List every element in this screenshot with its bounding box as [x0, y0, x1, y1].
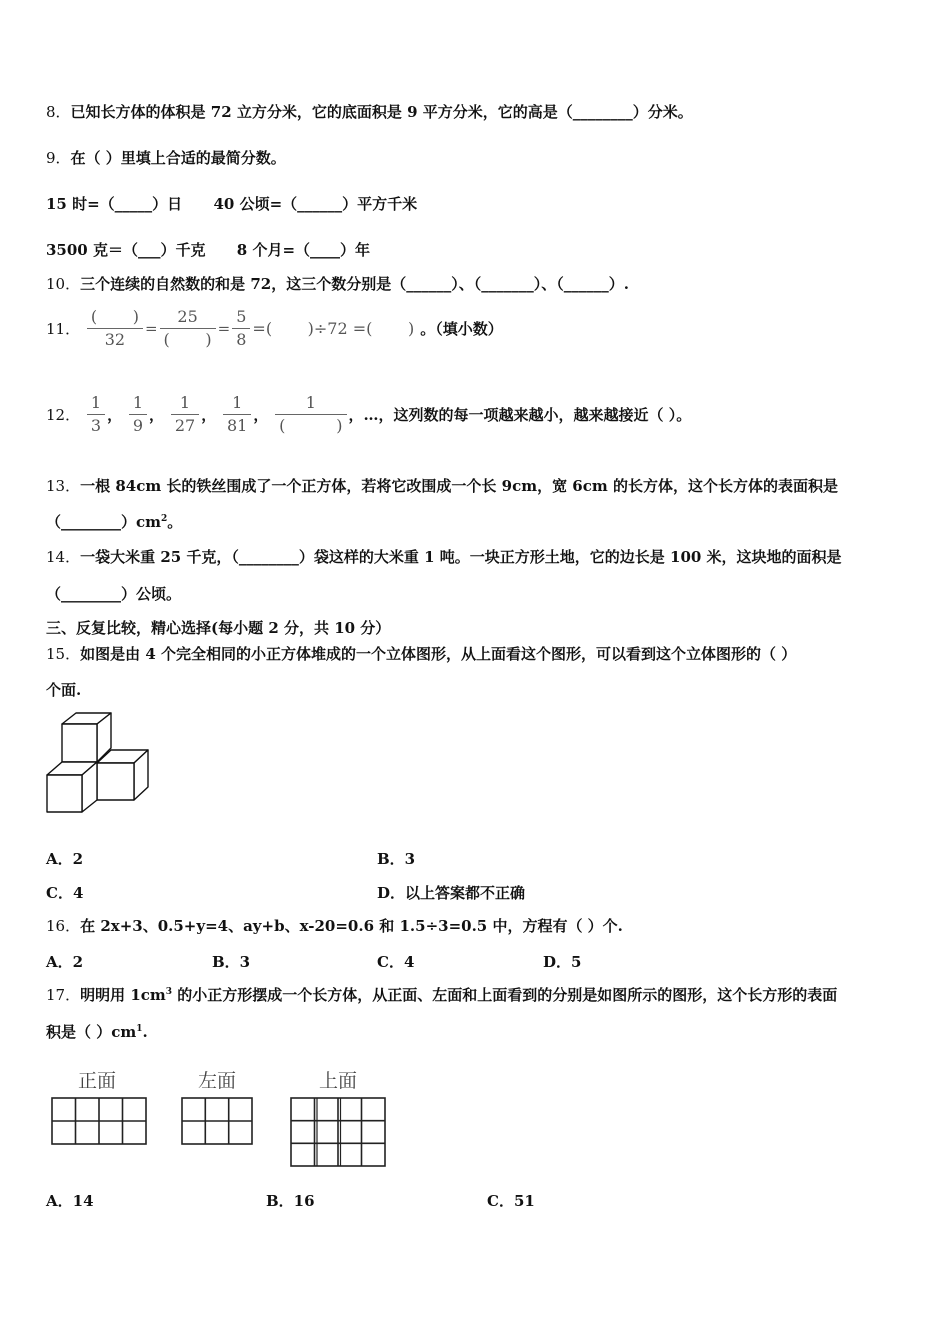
fraction-numerator: 25 — [160, 306, 216, 329]
view-label-top: 上面 — [319, 1070, 358, 1092]
expression-tail: =( )÷72 =( ) — [252, 319, 415, 338]
question-14 — [46, 547, 842, 567]
left-view-grid — [180, 1096, 254, 1146]
question-text-a: 明明用 1cm — [80, 986, 166, 1004]
fraction-denominator: 3 — [90, 416, 102, 435]
separator: ， — [201, 406, 217, 424]
question-number: 14． — [46, 548, 81, 566]
question-number: 15． — [46, 645, 81, 663]
separator: ， — [253, 406, 269, 424]
separator: ， — [107, 406, 123, 424]
option-d[interactable]: D．5 — [543, 953, 582, 971]
separator: ， — [149, 406, 165, 424]
fraction-denominator: 27 — [174, 416, 196, 435]
question-14-line-2: （________）公顷。 — [46, 585, 182, 603]
answer-blank: （________）cm — [46, 513, 162, 531]
question-16 — [46, 916, 623, 936]
superscript: 3 — [165, 987, 173, 997]
question-note: 。（填小数） — [420, 320, 503, 338]
answer-blank: 积是（ ）cm — [46, 1023, 137, 1041]
question-12 — [46, 392, 691, 437]
question-text: 一根 84cm 长的铁丝围成了一个正方体，若将它改围成一个长 9cm，宽 6cm 的长方体，这个长方体的表面积是 — [80, 477, 838, 495]
option-c[interactable]: C．4 — [46, 884, 84, 902]
question-9-line-2: 3500 克＝（___）千克 8 个月=（____）年 — [46, 241, 371, 259]
punctuation: 。 — [167, 513, 183, 531]
fraction-denominator: 9 — [132, 416, 144, 435]
question-text: 如图是由 4 个完全相同的小正方体堆成的一个立体图形，从上面看这个图形，可以看到这个立体图形的（ ） — [80, 645, 797, 663]
question-8 — [46, 102, 693, 122]
option-b[interactable]: B．3 — [377, 850, 416, 868]
section-heading: 三、反复比较，精心选择(每小题 2 分，共 10 分） — [46, 619, 391, 637]
view-label-left: 左面 — [198, 1070, 237, 1092]
option-b[interactable]: B．3 — [212, 953, 251, 971]
option-a[interactable]: A．2 — [46, 850, 84, 868]
option-c[interactable]: C．4 — [377, 953, 415, 971]
question-9-line-1: 15 时=（_____）日 40 公顷=（______）平方千米 — [46, 195, 418, 213]
fraction-numerator: 1 — [87, 392, 105, 415]
fraction-numerator: 1 — [275, 392, 346, 415]
fraction-numerator: 1 — [129, 392, 147, 415]
fraction-numerator: 5 — [232, 306, 250, 329]
fraction-1 — [87, 392, 105, 437]
option-a[interactable]: A．14 — [46, 1192, 94, 1210]
fraction-denominator: ( ) — [163, 330, 212, 349]
question-number: 13． — [46, 477, 81, 495]
option-a[interactable]: A．2 — [46, 953, 84, 971]
question-11 — [46, 306, 503, 351]
equals-sign: = — [217, 319, 231, 338]
fraction-numerator: ( ) — [87, 306, 143, 329]
question-15 — [46, 644, 796, 664]
question-9 — [46, 148, 286, 168]
question-text: 在（ ）里填上合适的最简分数。 — [70, 149, 286, 167]
option-b[interactable]: B．16 — [266, 1192, 315, 1210]
question-17 — [46, 985, 837, 1005]
option-d[interactable]: D．以上答案都不正确 — [377, 884, 526, 902]
question-number: 11． — [46, 320, 81, 338]
option-c[interactable]: C．51 — [487, 1192, 535, 1210]
question-text-b: 的小正方形摆成一个长方体，从正面、左面和上面看到的分别是如图所示的图形，这个长方形的表面 — [172, 986, 838, 1004]
fraction-denominator: 8 — [236, 330, 247, 349]
question-number: 17． — [46, 986, 81, 1004]
question-number: 16． — [46, 917, 81, 935]
fraction-1 — [87, 306, 143, 351]
question-text: 在 2x+3、0.5+y=4、ay+b、x-20=0.6 和 1.5÷3=0.5 中，方程有（ ）个. — [80, 917, 623, 935]
fraction-numerator: 1 — [171, 392, 199, 415]
fraction-denominator: ( ) — [279, 416, 343, 435]
fraction-5 — [275, 392, 346, 437]
fraction-3 — [171, 392, 199, 437]
fraction-4 — [223, 392, 251, 437]
fraction-numerator: 1 — [223, 392, 251, 415]
fraction-3 — [232, 306, 250, 351]
top-view-grid — [289, 1096, 387, 1168]
fraction-2 — [129, 392, 147, 437]
question-15-line-2: 个面. — [46, 681, 82, 699]
cube-stack-figure — [44, 710, 154, 820]
question-13 — [46, 476, 838, 496]
question-10 — [46, 274, 629, 294]
question-text: ，…，这列数的每一项越来越小，越来越接近（ ）。 — [348, 406, 692, 424]
front-view-grid — [50, 1096, 148, 1146]
question-number: 8． — [46, 103, 71, 121]
fraction-denominator: 81 — [227, 416, 248, 435]
question-number: 10． — [46, 275, 81, 293]
question-number: 12． — [46, 406, 81, 424]
view-label-front: 正面 — [78, 1070, 117, 1092]
superscript: 2 — [161, 514, 168, 524]
question-text: 三个连续的自然数的和是 72，这三个数分别是（______）、（_______）、（______）. — [80, 275, 629, 293]
question-17-line-2 — [46, 1022, 148, 1042]
question-number: 9． — [46, 149, 71, 167]
punctuation: . — [142, 1023, 148, 1041]
question-13-line-2 — [46, 512, 182, 532]
superscript: 1 — [136, 1024, 143, 1034]
question-text: 已知长方体的体积是 72 立方分米，它的底面积是 9 平方分米，它的高是（________）分米。 — [70, 103, 693, 121]
question-text: 一袋大米重 25 千克，（________）袋这样的大米重 1 吨。一块正方形土地，它的边长是 100 米，这块地的面积是 — [80, 548, 842, 566]
equals-sign: = — [144, 319, 158, 338]
fraction-denominator: 32 — [104, 330, 126, 349]
fraction-2 — [160, 306, 216, 351]
